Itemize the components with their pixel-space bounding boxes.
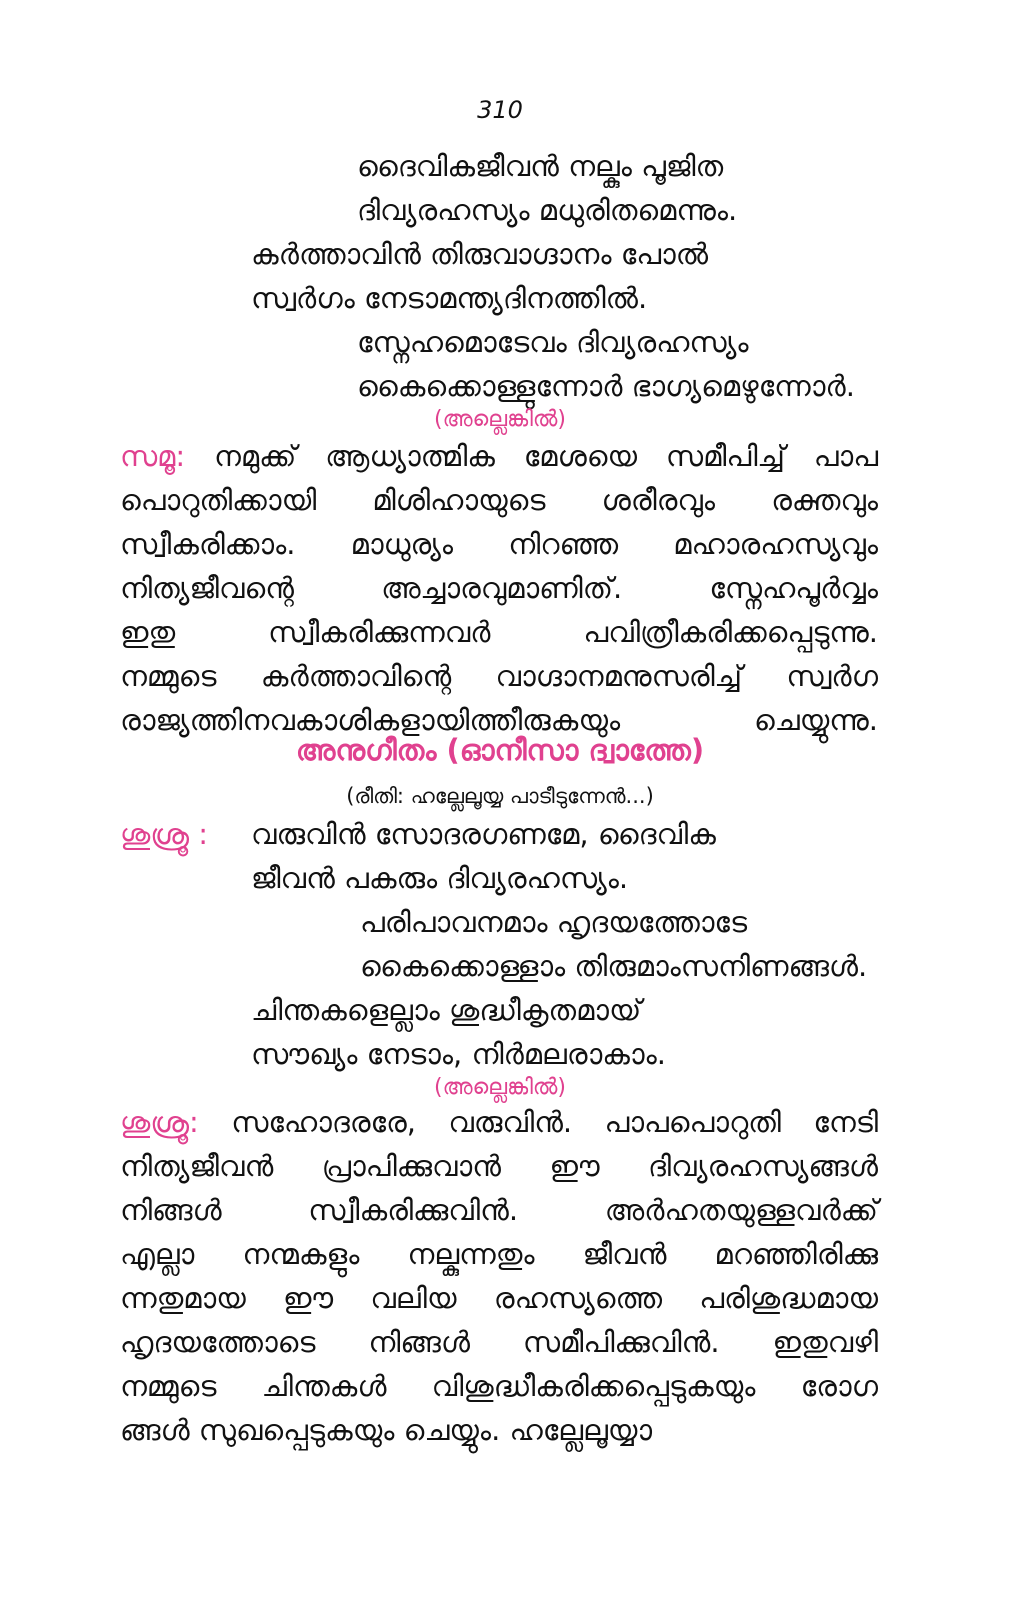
stanza2-line-5: ചിന്തകളെല്ലാം ശുദ്ധീകൃതമായ് [251, 993, 642, 1027]
stanza2-speaker: ശുശ്രൂ : [120, 817, 209, 851]
page-number: 310 [477, 96, 523, 124]
hymn-title: അനുഗീതം (ഓനീസാ ദ്വാത്തേ) [295, 733, 705, 767]
para2-line-3: നിങ്ങൾ സ്വീകരിക്കുവിൻ. അർഹതയുള്ളവർക്ക് [120, 1193, 878, 1227]
stanza2-line-1: വരുവിൻ സോദരഗണമേ, ദൈവിക [251, 817, 716, 851]
para1-line-4: നിത്യജീവന്റെ അച്ചാരവുമാണിത്. സ്നേഹപൂർവ്വം [120, 571, 878, 605]
para2-line-7: നമ്മുടെ ചിന്തകൾ വിശുദ്ധീകരിക്കപ്പെടുകയും രോഗ [120, 1369, 878, 1403]
para1-line-1 [120, 434, 878, 478]
para1-line-5: ഇതു സ്വീകരിക്കുന്നവർ പവിത്രീകരിക്കപ്പെടുന്നു. [120, 615, 878, 649]
stanza2-line-4: കൈക്കൊള്ളാം തിരുമാംസനിണങ്ങൾ. [360, 949, 868, 983]
tune-line: (രീതി: ഹല്ലേലൂയ്യ പാടീടുന്നേൻ...) [346, 784, 654, 808]
para1-line-2: പൊറുതിക്കായി മിശിഹായുടെ ശരീരവും രക്തവും [120, 483, 878, 517]
stanza2-line-6: സൗഖ്യം നേടാം, നിർമലരാകാം. [251, 1037, 666, 1071]
para2-line-4: എല്ലാ നന്മകളും നല്കുന്നതും ജീവൻ മറഞ്ഞിരിക്കു [120, 1237, 878, 1271]
stanza1-line-2: ദിവ്യരഹസ്യം മധുരിതമെന്നും. [357, 193, 738, 227]
stanza1-line-1: ദൈവികജീവൻ നല്കും പൂജിത [357, 149, 724, 183]
para1-line-7: രാജ്യത്തിനവകാശികളായിത്തീരുകയും ചെയ്യുന്നു. [120, 703, 878, 737]
stanza2-line-2: ജീവൻ പകരും ദിവ്യരഹസ്യം. [251, 861, 629, 895]
speaker-label: ശുശ്രൂ: [120, 1105, 199, 1139]
speaker-label: സമൂ: [120, 439, 186, 473]
stanza2-line-3: പരിപാവനമാം ഹൃദയത്തോടേ [360, 905, 748, 939]
para1-text: നമുക്ക് ആധ്യാത്മിക മേശയെ സമീപിച്ച് പാപ [214, 439, 878, 473]
para2-line-1 [120, 1100, 878, 1144]
para2-text: സഹോദരരേ, വരുവിൻ. പാപപൊറുതി നേടി [231, 1105, 878, 1139]
alternative-label: (അല്ലെങ്കിൽ) [434, 1075, 566, 1100]
stanza1-line-6: കൈക്കൊള്ളുന്നോർ ഭാഗ്യമെഴുന്നോർ. [357, 369, 855, 403]
para2-line-5: ന്നതുമായ ഈ വലിയ രഹസ്യത്തെ പരിശുദ്ധമായ [120, 1281, 878, 1315]
stanza1-line-3: കർത്താവിൻ തിരുവാഗ്ദാനം പോൽ [251, 237, 709, 271]
para2-line-8: ങ്ങൾ സുഖപ്പെടുകയും ചെയ്യും. ഹല്ലേലൂയ്യാ [120, 1413, 653, 1447]
alternative-label: (അല്ലെങ്കിൽ) [434, 407, 566, 432]
para2-line-6: ഹൃദയത്തോടെ നിങ്ങൾ സമീപിക്കുവിൻ. ഇതുവഴി [120, 1325, 878, 1359]
para2-line-2: നിത്യജീവൻ പ്രാപിക്കുവാൻ ഈ ദിവ്യരഹസ്യങ്ങൾ [120, 1149, 878, 1183]
para1-line-3: സ്വീകരിക്കാം. മാധുര്യം നിറഞ്ഞ മഹാരഹസ്യവും [120, 527, 878, 561]
para1-line-6: നമ്മുടെ കർത്താവിന്റെ വാഗ്ദാനമനുസരിച്ച് സ്വർഗ [120, 659, 878, 693]
stanza1-line-5: സ്നേഹമൊടേവം ദിവ്യരഹസ്യം [357, 325, 749, 359]
stanza1-line-4: സ്വർഗം നേടാമന്ത്യദിനത്തിൽ. [251, 281, 648, 315]
